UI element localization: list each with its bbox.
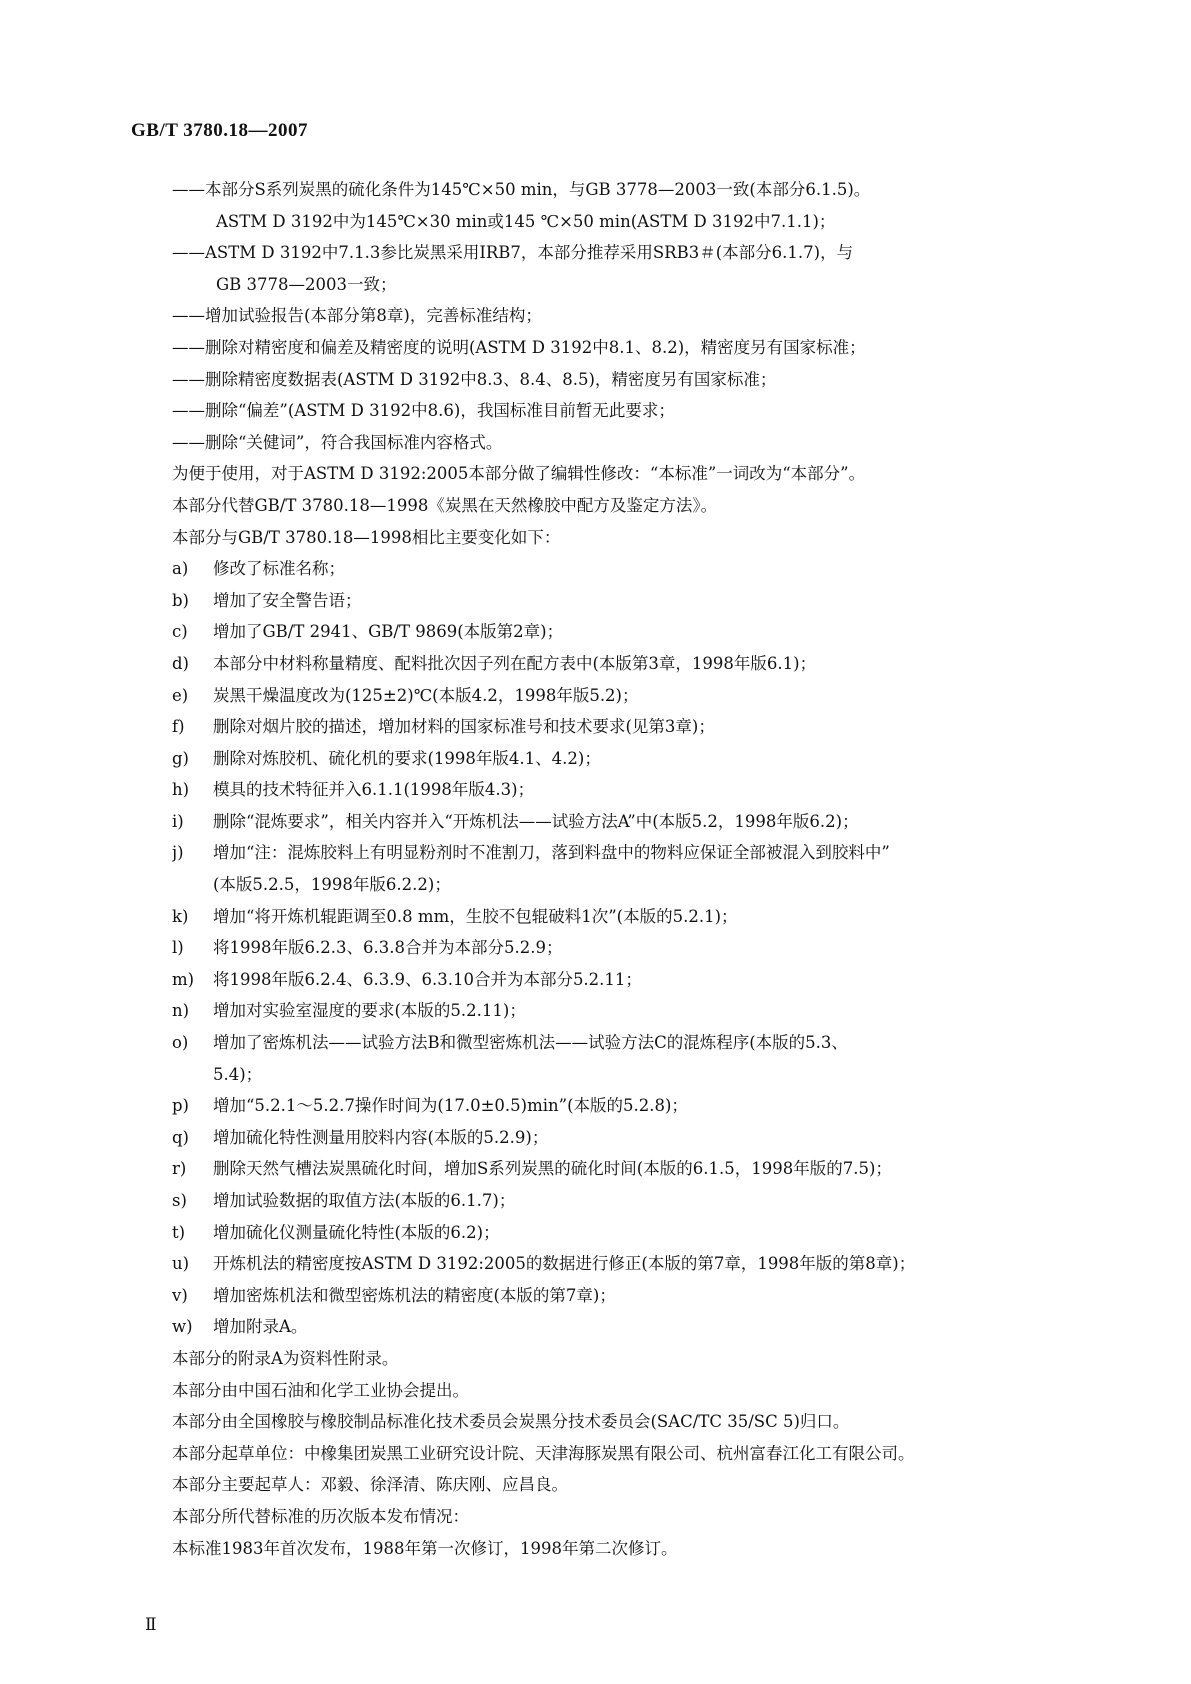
item-label: m) <box>172 969 195 989</box>
changes-list <box>172 553 1052 1343</box>
item-text: 模具的技术特征并入6.1.1(1998年版4.3)； <box>213 780 535 800</box>
change-item-continuation: (本版5.2.5，1998年版6.2.2)； <box>213 875 451 895</box>
change-item <box>172 1027 1052 1059</box>
paragraph: 本部分的附录A为资料性附录。 <box>172 1348 399 1368</box>
dash-item: ——本部分S系列炭黑的硫化条件为145℃×50 min，与GB 3778—2003一致(本部分6.1.5)。 <box>172 180 871 199</box>
paragraph: 本部分主要起草人：邓毅、徐泽清、陈庆刚、应昌良。 <box>172 1475 568 1495</box>
item-label: k) <box>172 906 189 926</box>
item-text: 增加对实验室湿度的要求(本版的5.2.11)； <box>213 1001 526 1021</box>
dash-item: ——删除“偏差”(ASTM D 3192中8.6)，我国标准目前暂无此要求； <box>172 401 675 421</box>
item-text: 开炼机法的精密度按ASTM D 3192:2005的数据进行修正(本版的第7章，1998年版的第8章)； <box>213 1254 916 1274</box>
intro-paragraphs <box>172 458 1052 553</box>
dash-item: ——删除“关健词”，符合我国标准内容格式。 <box>172 432 503 452</box>
document-body <box>172 174 1052 1564</box>
paragraph: 本部分代替GB/T 3780.18—1998《炭黑在天然橡胶中配方及鉴定方法》。 <box>172 495 718 515</box>
item-label: p) <box>172 1096 189 1116</box>
paragraph: 本部分所代替标准的历次版本发布情况： <box>172 1506 469 1526</box>
change-item <box>172 1185 1052 1217</box>
item-label: a) <box>172 559 189 579</box>
item-label: e) <box>172 685 189 705</box>
paragraph: 本部分由全国橡胶与橡胶制品标准化技术委员会炭黑分技术委员会(SAC/TC 35/SC 5)归口。 <box>172 1412 850 1432</box>
dash-item: ——删除对精密度和偏差及精密度的说明(ASTM D 3192中8.1、8.2)，精密度另有国家标准； <box>172 337 866 357</box>
change-item <box>172 680 1052 712</box>
change-item <box>172 743 1052 775</box>
change-item <box>172 1311 1052 1343</box>
item-text: 删除天然气槽法炭黑硫化时间，增加S系列炭黑的硫化时间(本版的6.1.5，1998年版的7.5)； <box>213 1159 892 1179</box>
change-item <box>172 774 1052 806</box>
change-item <box>172 616 1052 648</box>
item-text: 增加试验数据的取值方法(本版的6.1.7)； <box>213 1191 516 1210</box>
change-item <box>172 1217 1052 1249</box>
item-text: 将1998年版6.2.3、6.3.8合并为本部分5.2.9； <box>213 938 563 958</box>
item-label: s) <box>172 1191 187 1210</box>
change-item <box>172 964 1052 996</box>
change-item <box>172 932 1052 964</box>
item-label: j) <box>172 843 184 863</box>
item-label: h) <box>172 780 190 800</box>
page-number: Ⅱ <box>145 1615 157 1634</box>
item-text: 增加“注：混炼胶料上有明显粉剂时不准割刀，落到料盘中的物料应保证全部被混入到胶料中” <box>213 843 890 863</box>
item-label: b) <box>172 590 189 610</box>
paragraph: 本部分起草单位：中橡集团炭黑工业研究设计院、天津海豚炭黑有限公司、杭州富春江化工有限公司。 <box>172 1443 915 1463</box>
item-label: r) <box>172 1159 187 1179</box>
item-label: n) <box>172 1001 190 1021</box>
item-text: 删除“混炼要求”，相关内容并入“开炼机法——试验方法A”中(本版5.2，1998年版6.2)； <box>213 811 859 831</box>
change-item <box>172 837 1052 869</box>
change-item <box>172 995 1052 1027</box>
item-label: o) <box>172 1033 189 1053</box>
item-label: q) <box>172 1127 189 1147</box>
paragraph: 本标准1983年首次发布，1988年第一次修订，1998年第二次修订。 <box>172 1538 678 1558</box>
dash-item: ——增加试验报告(本部分第8章)，完善标准结构； <box>172 306 542 326</box>
paragraph: 本部分由中国石油和化学工业协会提出。 <box>172 1380 469 1400</box>
change-item-continuation: 5.4)； <box>213 1064 263 1084</box>
change-item <box>172 1090 1052 1122</box>
paragraph: 为便于使用，对于ASTM D 3192:2005本部分做了编辑性修改：“本标准”一词改为“本部分”。 <box>172 464 866 484</box>
item-label: c) <box>172 622 188 642</box>
item-text: 增加“将开炼机辊距调至0.8 mm，生胶不包辊破料1次”(本版的5.2.1)； <box>213 906 738 926</box>
change-item <box>172 1122 1052 1154</box>
standard-code-header: GB/T 3780.18—2007 <box>131 120 309 141</box>
change-item <box>172 1248 1052 1280</box>
item-text: 增加了密炼机法——试验方法B和微型密炼机法——试验方法C的混炼程序(本版的5.3、 <box>213 1033 848 1053</box>
item-label: g) <box>172 748 189 768</box>
change-item <box>172 901 1052 933</box>
item-label: u) <box>172 1254 190 1274</box>
dash-item: ——删除精密度数据表(ASTM D 3192中8.3、8.4、8.5)，精密度另有国家标准； <box>172 369 777 389</box>
change-item <box>172 1153 1052 1185</box>
item-text: 删除对炼胶机、硫化机的要求(1998年版4.1、4.2)； <box>213 748 601 768</box>
dash-item-continuation: GB 3778—2003一致； <box>216 274 397 294</box>
change-item <box>172 553 1052 585</box>
item-text: 增加附录A。 <box>213 1317 308 1337</box>
item-text: 增加了GB/T 2941、GB/T 9869(本版第2章)； <box>213 622 564 642</box>
dash-list <box>172 174 1052 458</box>
item-text: 炭黑干燥温度改为(125±2)℃(本版4.2，1998年版5.2)； <box>213 685 639 705</box>
item-label: l) <box>172 938 184 958</box>
item-label: i) <box>172 811 184 831</box>
change-item <box>172 806 1052 838</box>
paragraph: 本部分与GB/T 3780.18—1998相比主要变化如下： <box>172 527 561 547</box>
item-label: d) <box>172 653 189 673</box>
item-label: t) <box>172 1222 186 1242</box>
item-label: f) <box>172 717 185 737</box>
item-label: v) <box>172 1285 188 1305</box>
item-text: 增加“5.2.1～5.2.7操作时间为(17.0±0.5)min”(本版的5.2.8)； <box>213 1096 688 1116</box>
item-text: 增加硫化特性测量用胶料内容(本版的5.2.9)； <box>213 1127 549 1147</box>
item-text: 增加硫化仪测量硫化特性(本版的6.2)； <box>213 1222 500 1242</box>
item-text: 修改了标准名称； <box>213 559 345 579</box>
item-text: 删除对烟片胶的描述，增加材料的国家标准号和技术要求(见第3章)； <box>213 717 715 737</box>
change-item <box>172 648 1052 680</box>
item-label: w) <box>172 1317 193 1337</box>
change-item <box>172 585 1052 617</box>
item-text: 增加了安全警告语； <box>213 590 362 610</box>
closing-paragraphs <box>172 1343 1052 1564</box>
change-item <box>172 711 1052 743</box>
dash-item: ——ASTM D 3192中7.1.3参比炭黑采用IRB7，本部分推荐采用SRB3＃(本部分6.1.7)，与 <box>172 243 854 263</box>
dash-item-continuation: ASTM D 3192中为145℃×30 min或145 ℃×50 min(ASTM D 3192中7.1.1)； <box>216 211 836 231</box>
item-text: 将1998年版6.2.4、6.3.9、6.3.10合并为本部分5.2.11； <box>213 969 642 989</box>
item-text: 本部分中材料称量精度、配料批次因子列在配方表中(本版第3章，1998年版6.1)； <box>213 653 817 673</box>
change-item <box>172 1280 1052 1312</box>
item-text: 增加密炼机法和微型密炼机法的精密度(本版的第7章)； <box>213 1285 616 1305</box>
